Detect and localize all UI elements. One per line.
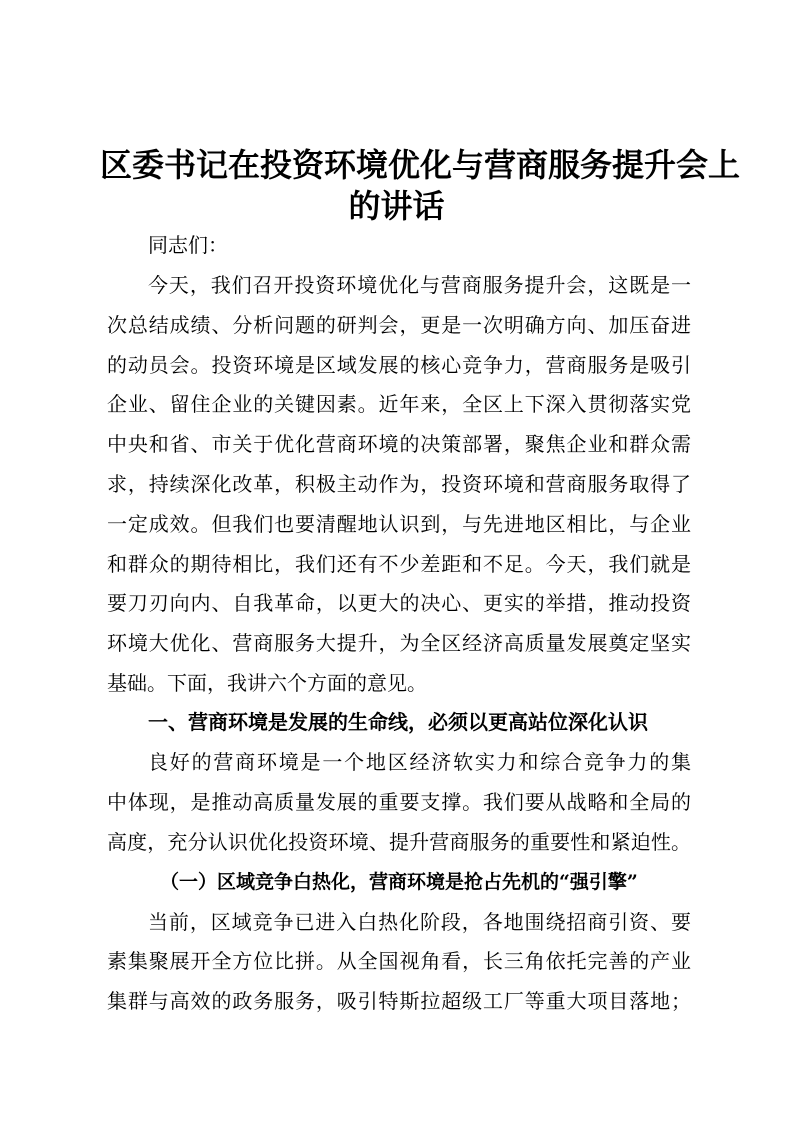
document-title-line-1: 区委书记在投资环境优化与营商服务提升会上 bbox=[100, 146, 741, 184]
paragraph-line: 环境大优化、营商服务大提升，为全区经济高质量发展奠定坚实 bbox=[107, 631, 691, 655]
paragraph-line: 次总结成绩、分析问题的研判会，更是一次明确方向、加压奋进 bbox=[107, 313, 691, 337]
paragraph-line: 求，持续深化改革，积极主动作为，投资环境和营商服务取得了 bbox=[107, 472, 691, 496]
section-heading: 一、营商环境是发展的生命线，必须以更高站位深化认识 bbox=[148, 710, 648, 734]
salutation: 同志们： bbox=[148, 233, 228, 257]
paragraph-line: 要刀刃向内、自我革命，以更大的决心、更实的举措，推动投资 bbox=[107, 591, 691, 615]
paragraph-line: 企业、留住企业的关键因素。近年来，全区上下深入贯彻落实党 bbox=[107, 392, 691, 416]
paragraph-line: 高度，充分认识优化投资环境、提升营商服务的重要性和紧迫性。 bbox=[107, 830, 691, 854]
document-title-line-2: 的讲话 bbox=[348, 187, 445, 225]
paragraph-line: 一定成效。但我们也要清醒地认识到，与先进地区相比，与企业 bbox=[107, 512, 691, 536]
paragraph-line: 中体现，是推动高质量发展的重要支撑。我们要从战略和全局的 bbox=[107, 790, 691, 814]
paragraph-line: 和群众的期待相比，我们还有不少差距和不足。今天，我们就是 bbox=[107, 552, 691, 576]
paragraph-line: 当前，区域竞争已进入白热化阶段，各地围绕招商引资、要 bbox=[148, 910, 691, 934]
subsection-heading: （一）区域竞争白热化，营商环境是抢占先机的“强引擎” bbox=[160, 871, 638, 893]
paragraph-line: 今天，我们召开投资环境优化与营商服务提升会，这既是一 bbox=[148, 273, 691, 297]
paragraph-line: 中央和省、市关于优化营商环境的决策部署，聚焦企业和群众需 bbox=[107, 432, 691, 456]
paragraph-line: 素集聚展开全方位比拼。从全国视角看，长三角依托完善的产业 bbox=[107, 949, 691, 973]
paragraph-line: 集群与高效的政务服务，吸引特斯拉超级工厂等重大项目落地； bbox=[107, 989, 691, 1013]
paragraph-line: 基础。下面，我讲六个方面的意见。 bbox=[107, 671, 427, 695]
paragraph-line: 良好的营商环境是一个地区经济软实力和综合竞争力的集 bbox=[148, 750, 691, 774]
paragraph-line: 的动员会。投资环境是区域发展的核心竞争力，营商服务是吸引 bbox=[107, 353, 691, 377]
